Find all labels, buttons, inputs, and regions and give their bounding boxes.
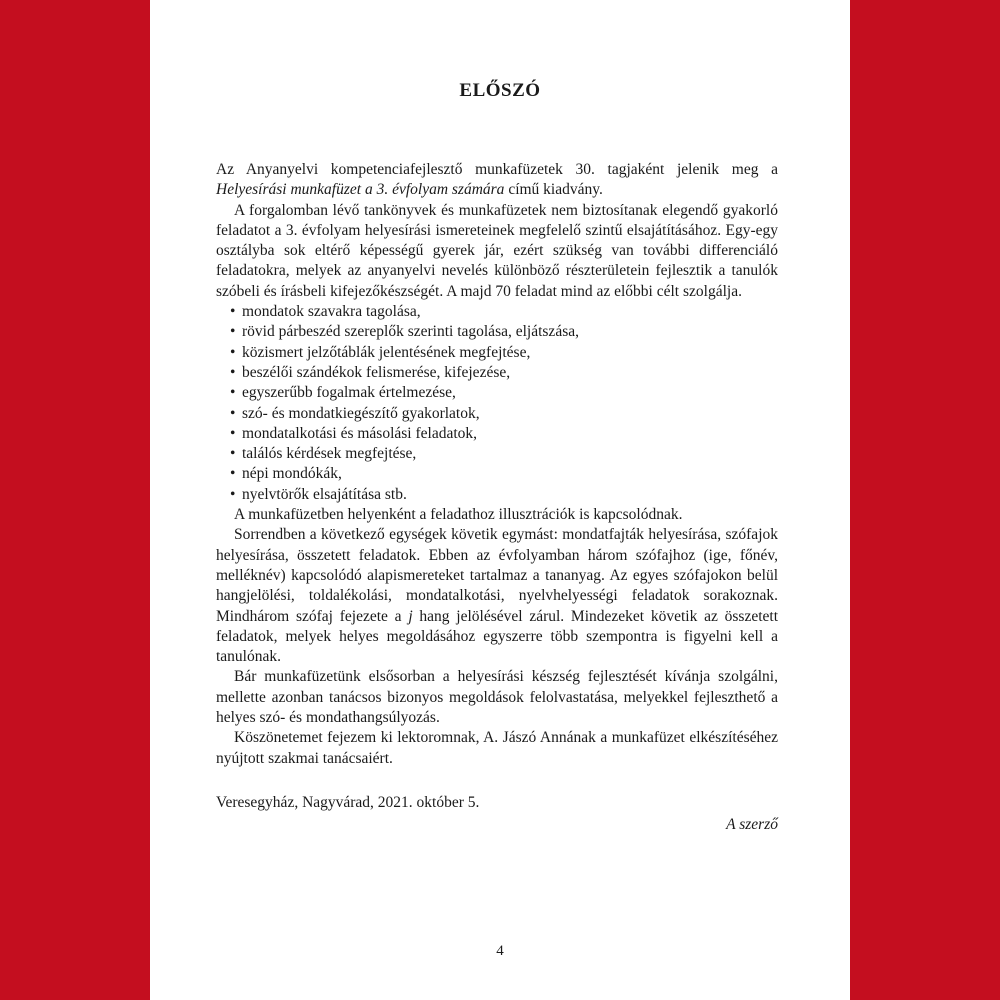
list-item: • szó- és mondatkiegészítő gyakorlatok,: [230, 404, 778, 424]
paragraph-4-before: Sorrendben a következő egységek követik egymást: mondatfajták helyesírása, szófajok helyesírása, összetett feladatok. Ebben az évfolyamban három szófajhoz (ige, főnév, melléknév) kapcsolódó alapismereteket tartalmaz a tananyag. Az egyes szófajokon belül hangjelölési, toldalékolási, mondatalkotási, nyelvhelyességi feladatok sorakoznak. Mindhárom szófaj fejezete a: [216, 526, 778, 625]
list-item: • mondatok szavakra tagolása,: [230, 302, 778, 322]
page-title: ELŐSZÓ: [459, 80, 541, 101]
intro-book-title: Helyesírási munkafüzet a 3. évfolyam számára: [216, 181, 505, 199]
intro-text-after: című kiadvány.: [504, 181, 603, 199]
page-number: 4: [496, 943, 504, 959]
list-item: • népi mondókák,: [230, 464, 778, 484]
list-item: • nyelvtörők elsajátítása stb.: [230, 485, 778, 505]
intro-text-before: Az Anyanyelvi kompetenciafejlesztő munkafüzetek 30. tagjaként jelenik meg a: [216, 161, 778, 178]
list-item: • beszélői szándékok felismerése, kifejezése,: [230, 363, 778, 383]
task-list: [216, 302, 778, 505]
list-item: • közismert jelzőtáblák jelentésének megfejtése,: [230, 343, 778, 363]
list-item: • mondatalkotási és másolási feladatok,: [230, 424, 778, 444]
paragraph-6: Köszönetemet fejezem ki lektoromnak, A. Jászó Annának a munkafüzet elkészítéséhez nyújtott szakmai tanácsaiért.: [216, 729, 778, 767]
paragraph-4-after: hang jelölésével zárul. Mindezeket követik az összetett feladatok, melyek helyes megoldásához egyszerre több szempontra is figyelni kell a tanulónak.: [216, 607, 779, 666]
paragraph-4-italic-letter: j: [408, 607, 413, 625]
book-page: [150, 0, 850, 1000]
author-signature: A szerző: [726, 816, 778, 833]
paragraph-5: Bár munkafüzetünk elsősorban a helyesírási készség fejlesztését kívánja szolgálni, mellette azonban tanácsos bizonyos megoldások felolvastatása, melyekkel fejleszthető a helyes szó- és mondathangsúlyozás.: [216, 668, 778, 727]
paragraph-2: A forgalomban lévő tankönyvek és munkafüzetek nem biztosítanak elegendő gyakorló feladatot a 3. évfolyam helyesírási ismereteinek megfelelő szintű elsajátításához. Egy-egy osztályba sok eltérő képességű gyerek jár, ezért szükség van további differenciáló feladatokra, melyek az anyanyelvi nevelés különböző részterületein fejlesztik a tanulók szóbeli és írásbeli kifejezőkészségét. A majd 70 feladat mind az előbbi célt szolgálja.: [216, 201, 778, 300]
list-item: • egyszerűbb fogalmak értelmezése,: [230, 383, 778, 403]
list-item: • találós kérdések megfejtése,: [230, 444, 778, 464]
paragraph-4: [216, 525, 778, 667]
place-and-date: Veresegyház, Nagyvárad, 2021. október 5.: [216, 794, 480, 811]
intro-paragraph: [216, 160, 778, 201]
preface-body: [216, 160, 778, 769]
paragraph-3: A munkafüzetben helyenként a feladathoz illusztrációk is kapcsolódnak.: [234, 506, 683, 524]
list-item: • rövid párbeszéd szereplők szerinti tagolása, eljátszása,: [230, 322, 778, 342]
